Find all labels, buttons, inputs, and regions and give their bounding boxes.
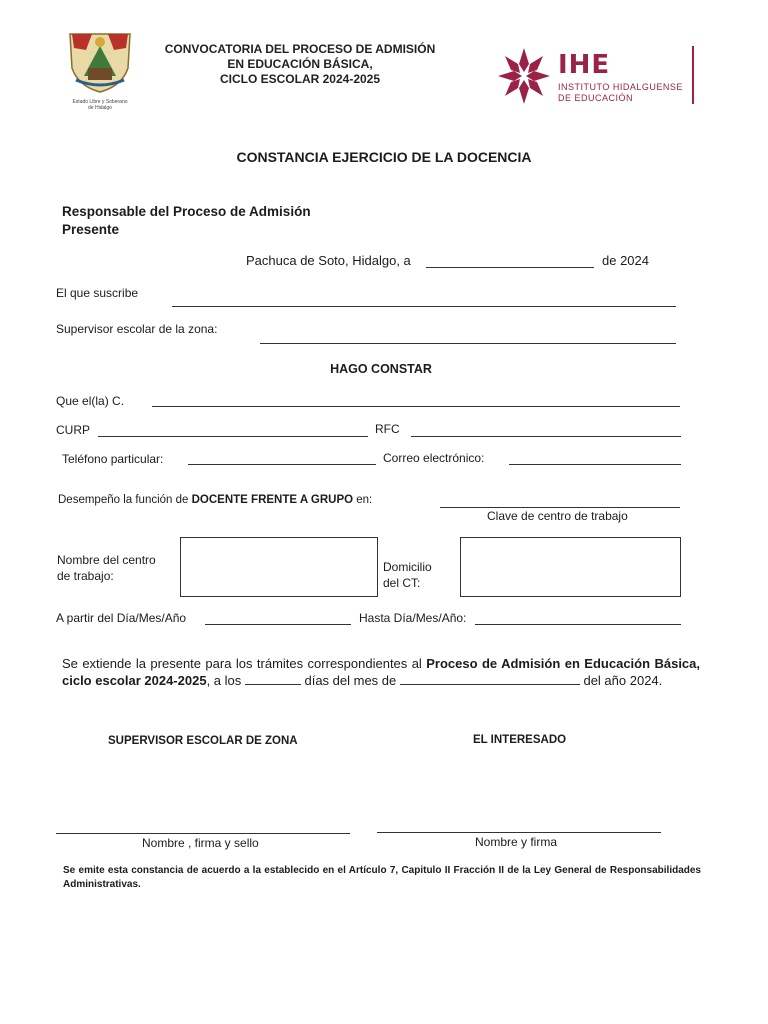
clave-ct-field[interactable] xyxy=(440,507,680,508)
nombre-ct-box[interactable] xyxy=(180,537,378,597)
rfc-label: RFC xyxy=(375,422,400,436)
paragraph-bold: Proceso de Admisión en Educación Básica, ciclo escolar 2024-2025 xyxy=(62,656,700,688)
shield-icon xyxy=(62,28,138,94)
ihe-abbr: IHE xyxy=(558,50,611,80)
correo-field[interactable] xyxy=(509,464,681,465)
curp-label: CURP xyxy=(56,423,91,437)
desde-label: A partir del Día/Mes/Año xyxy=(56,611,187,625)
paragraph-text: Se extiende la presente para los trámites correspondientes al xyxy=(62,656,427,671)
desde-field[interactable] xyxy=(205,624,351,625)
ihe-name: DE EDUCACIÓN xyxy=(558,93,634,103)
header-line: EN EDUCACIÓN BÁSICA, xyxy=(227,57,373,71)
document-title: CONSTANCIA EJERCICIO DE LA DOCENCIA xyxy=(236,149,532,165)
telefono-field[interactable] xyxy=(188,464,376,465)
ihe-name: INSTITUTO HIDALGUENSE xyxy=(558,82,683,92)
curp-field[interactable] xyxy=(98,436,368,437)
desempeno-suffix: en: xyxy=(353,494,373,506)
clave-ct-label: Clave de centro de trabajo xyxy=(487,509,628,523)
supervisor-signature-title: SUPERVISOR ESCOLAR DE ZONA xyxy=(108,735,298,747)
shield-caption: de Hidalgo xyxy=(88,105,112,111)
header-line: CICLO ESCOLAR 2024-2025 xyxy=(219,72,381,86)
paragraph-text: del año 2024. xyxy=(579,673,663,688)
convocatoria-header xyxy=(150,42,450,87)
legal-footnote: Se emite esta constancia de acuerdo a la establecido en el Artículo 7, Capitulo II Fracción II de la Ley General de Responsabilidades Administrativas. xyxy=(63,865,701,890)
dias-field[interactable] xyxy=(245,684,301,685)
ihe-divider xyxy=(692,46,694,104)
nombre-docente-field[interactable] xyxy=(152,406,680,407)
suscribe-field[interactable] xyxy=(172,306,676,307)
shield-caption: Estado Libre y Soberano xyxy=(72,99,128,105)
hidalgo-shield-logo xyxy=(62,28,138,111)
rfc-field[interactable] xyxy=(411,436,681,437)
nombre-ct-label: de trabajo: xyxy=(57,569,114,583)
supervisor-signature-caption: Nombre , firma y sello xyxy=(142,836,259,850)
paragraph-text: días del mes de xyxy=(300,673,400,688)
place-date-suffix: de 2024 xyxy=(602,253,649,268)
supervisor-signature-line[interactable] xyxy=(56,833,350,834)
ihe-star-icon xyxy=(496,46,552,106)
header-line: CONVOCATORIA DEL PROCESO DE ADMISIÓN xyxy=(164,42,436,56)
desempeno-text xyxy=(58,494,372,506)
desempeno-prefix: Desempeño la función de xyxy=(58,494,192,506)
recipient-line: Responsable del Proceso de Admisión xyxy=(62,204,311,219)
que-label: Que el(la) C. xyxy=(56,394,125,408)
paragraph-text: , a los xyxy=(206,673,245,688)
supervisor-label: Supervisor escolar de la zona: xyxy=(56,322,218,336)
domicilio-label: Domicilio xyxy=(383,560,432,574)
date-day-field[interactable] xyxy=(426,267,594,268)
hasta-label: Hasta Día/Mes/Año: xyxy=(359,611,467,625)
desempeno-bold: DOCENTE FRENTE A GRUPO xyxy=(191,494,354,506)
place-date-prefix: Pachuca de Soto, Hidalgo, a xyxy=(246,253,411,268)
interesado-signature-caption: Nombre y firma xyxy=(475,835,558,849)
suscribe-label: El que suscribe xyxy=(56,286,139,300)
hago-constar-heading: HAGO CONSTAR xyxy=(330,362,432,376)
domicilio-box[interactable] xyxy=(460,537,681,597)
recipient-line: Presente xyxy=(62,222,120,237)
interesado-signature-line[interactable] xyxy=(377,832,661,833)
hasta-field[interactable] xyxy=(475,624,681,625)
extiende-paragraph xyxy=(62,655,700,689)
supervisor-field[interactable] xyxy=(260,343,676,344)
nombre-ct-label: Nombre del centro xyxy=(57,553,156,567)
ihe-logo xyxy=(496,46,706,108)
interesado-signature-title: EL INTERESADO xyxy=(473,734,567,746)
correo-label: Correo electrónico: xyxy=(383,451,485,465)
mes-field[interactable] xyxy=(400,684,580,685)
domicilio-label: del CT: xyxy=(383,576,421,590)
telefono-label: Teléfono particular: xyxy=(62,452,164,466)
